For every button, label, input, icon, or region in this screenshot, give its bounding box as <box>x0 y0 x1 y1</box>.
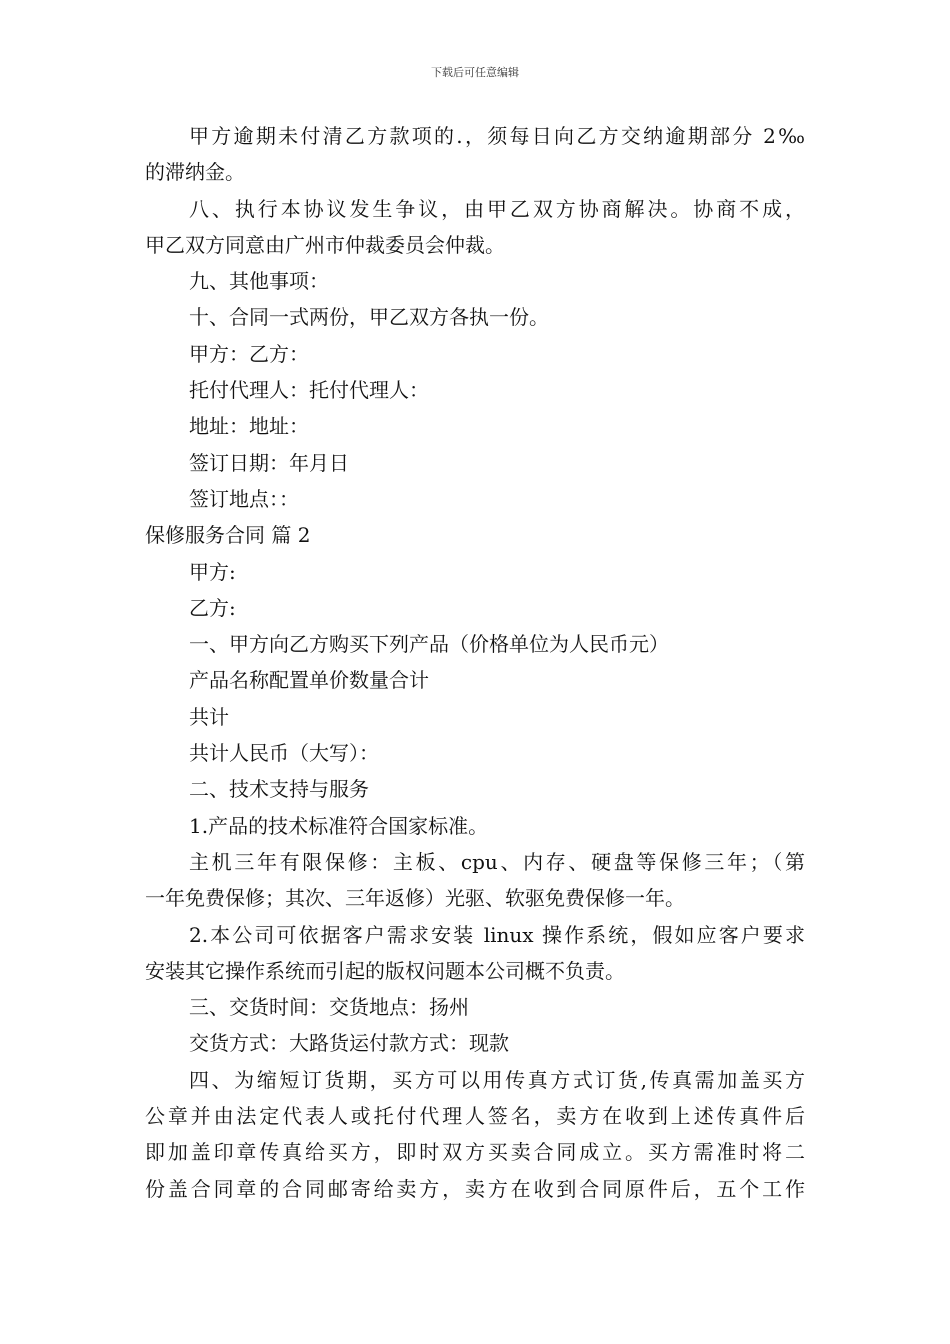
text-line: 即加盖印章传真给买方，即时双方买卖合同成立。买方需准时将二 <box>145 1140 805 1165</box>
text-line: 公章并由法定代表人或托付代理人签名，卖方在收到上述传真件后 <box>145 1104 805 1129</box>
page-header: 下载后可任意编辑 <box>431 66 519 79</box>
text-line: 2.本公司可依据客户需求安装 linux 操作系统，假如应客户要求 <box>189 922 805 947</box>
text-line: 八、执行本协议发生争议，由甲乙双方协商解决。协商不成， <box>189 196 805 221</box>
text-line: 1.产品的技术标准符合国家标准。 <box>189 813 489 838</box>
text-line: 共计 <box>189 704 229 729</box>
text-line: 份盖合同章的合同邮寄给卖方，卖方在收到合同原件后，五个工作 <box>145 1176 805 1201</box>
text-line: 的滞纳金。 <box>145 160 245 185</box>
text-line: 二、技术支持与服务 <box>189 777 369 802</box>
text-line: 共计人民币（大写）： <box>189 741 379 766</box>
text-line: 十、合同一式两份，甲乙双方各执一份。 <box>189 305 549 330</box>
text-line: 一、甲方向乙方购买下列产品（价格单位为人民币元） <box>189 632 669 657</box>
text-line: 甲乙双方同意由广州市仲裁委员会仲裁。 <box>145 232 505 257</box>
text-line: 主机三年有限保修：主板、cpu、内存、硬盘等保修三年；（第 <box>189 849 805 874</box>
text-line: 产品名称配置单价数量合计 <box>189 668 429 693</box>
text-line: 甲方逾期未付清乙方款项的.，须每日向乙方交纳逾期部分 2‰ <box>189 124 805 148</box>
text-line: 签订地点：： <box>189 486 299 511</box>
text-line: 乙方: <box>189 595 236 620</box>
text-line: 九、其他事项： <box>189 269 329 294</box>
document-body <box>145 118 805 1207</box>
text-line: 甲方：乙方： <box>189 341 309 366</box>
text-line: 甲方: <box>189 559 236 584</box>
text-line: 保修服务合同 篇 2 <box>145 523 311 548</box>
text-line: 托付代理人：托付代理人： <box>189 378 429 403</box>
text-line: 一年免费保修；其次、三年返修）光驱、软驱免费保修一年。 <box>145 886 685 911</box>
text-line: 安装其它操作系统而引起的版权问题本公司概不负责。 <box>145 958 625 983</box>
text-line: 地址：地址： <box>189 414 309 439</box>
text-line: 签订日期：年月日 <box>189 450 349 475</box>
text-line: 交货方式：大路货运付款方式：现款 <box>189 1031 509 1056</box>
text-line: 四、为缩短订货期，买方可以用传真方式订货,传真需加盖买方 <box>189 1067 805 1092</box>
text-line: 三、交货时间：交货地点：扬州 <box>189 995 469 1020</box>
